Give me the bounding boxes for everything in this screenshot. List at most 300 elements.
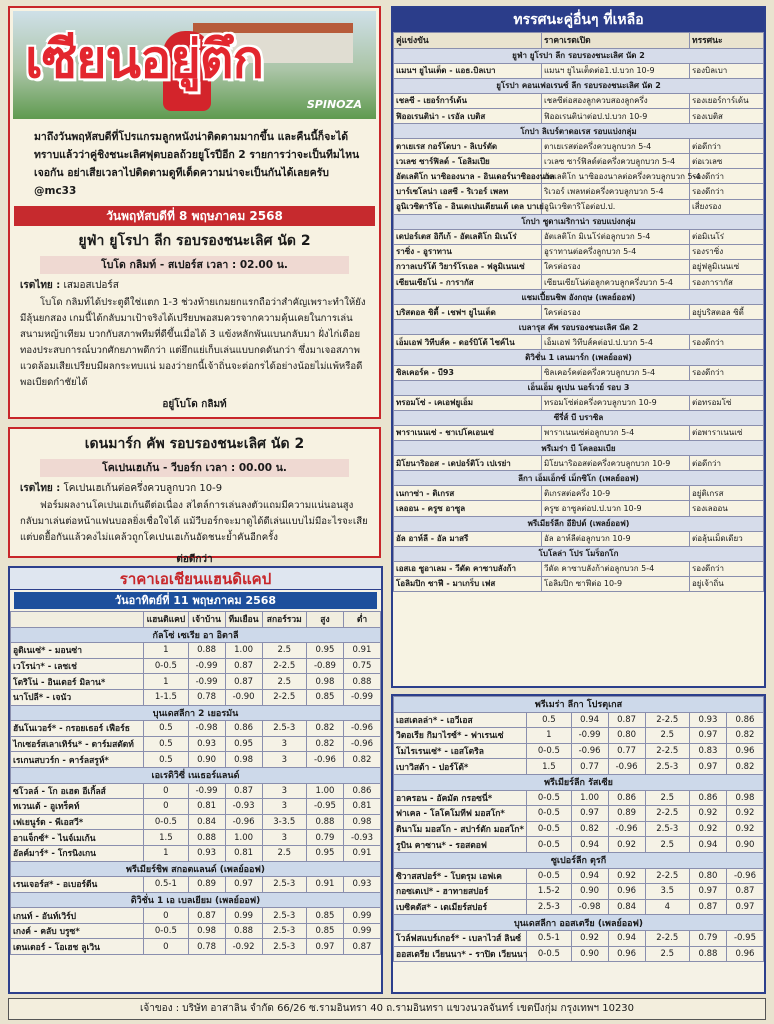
value-cell: รองราซิ่ง [690, 244, 764, 259]
value-cell: 1.00 [306, 783, 343, 799]
value-cell: 0.82 [306, 736, 343, 752]
value-cell: 0.82 [726, 759, 763, 775]
table-row [11, 845, 381, 861]
value-cell: 0.88 [689, 946, 726, 962]
league-row [11, 861, 381, 877]
league-row [394, 516, 764, 531]
value-cell: -0.96 [726, 868, 763, 884]
column-header: ทีมเยือน [225, 612, 262, 628]
value-cell: ต่อดีกว่า [690, 139, 764, 154]
league-name: เอเรดิวิซี่ เนเธอร์แลนด์ [11, 767, 381, 783]
table-row [394, 456, 764, 471]
column-header: คู่แข่งขัน [394, 33, 542, 49]
value-cell: 0.94 [608, 930, 645, 946]
value-cell: ฟิออเรนติน่าต่อป.ป.บวก 10-9 [542, 108, 690, 123]
table-row [394, 899, 764, 915]
value-cell: อัตเลติโก นาซิอองนาลต่อครึ่งควบลูกบวก 5-4 [542, 169, 690, 184]
match-cell: ไกเซอร์สเลาเทิร์น* - ดาร์มสตัดท์ [11, 736, 144, 752]
table-row [394, 868, 764, 884]
value-cell: 0.91 [343, 643, 380, 659]
match-cell: เกนท์ - อันท์เวิร์ป [11, 908, 144, 924]
table-row [11, 877, 381, 893]
league-name: ยูโรปา คอนเฟอเรนซ์ ลีก รอบรองชนะเลิศ นัด 2 [394, 78, 764, 93]
match-cell: เรนเจอร์ส* - อเบอร์ดีน [11, 877, 144, 893]
match-cell: ออสเตรีย เวียนนา* - ราปิด เวียนนา [394, 946, 527, 962]
league-name: บุนเดสลีกา 2 เยอรมัน [11, 705, 381, 721]
value-cell: -0.99 [188, 783, 225, 799]
value-cell: เวเลซ ซาร์ฟิลด์ต่อครึ่งควบลูกบวก 5-4 [542, 154, 690, 169]
value-cell: 2.5-3 [262, 721, 306, 737]
value-cell: 0.79 [689, 930, 726, 946]
value-cell: 0.78 [188, 689, 225, 705]
value-cell: 0.5 [144, 721, 188, 737]
value-cell: ใครต่อรอง [542, 259, 690, 274]
table-row [394, 63, 764, 78]
match-cell: อัล อาห์ลี - อัล มาสรี [394, 531, 542, 546]
value-cell: -0.96 [608, 759, 645, 775]
value-cell: 0.80 [689, 868, 726, 884]
league-name: ลีกา เอ็มเอ็กซ์ เม็กซิโก (เพลย์ออฟ) [394, 471, 764, 486]
league-row [11, 892, 381, 908]
match-cell: เฟเยนูร์ด - พีเอสวี* [11, 814, 144, 830]
value-cell: -0.89 [306, 658, 343, 674]
pairs-title: ทรรศนะคู่อื่นๆ ที่เหลือ [393, 8, 764, 32]
value-cell: 3 [262, 736, 306, 752]
handicap-title: ราคาเอเชียนแฮนดิแคป [10, 568, 381, 590]
value-cell: 0.86 [689, 790, 726, 806]
value-cell: 0.87 [608, 712, 645, 728]
match-cell: ตาเยเรส กอร์โดบา - ลิเบร์ตัด [394, 139, 542, 154]
value-cell: -0.98 [571, 899, 608, 915]
value-cell: -0.92 [225, 939, 262, 955]
value-cell: 0.82 [571, 821, 608, 837]
table-row [394, 712, 764, 728]
match-cell: เกงค์ - คลับ บรูซ* [11, 923, 144, 939]
match-cell: อัลค์มาร์* - โกรนิงเกน [11, 845, 144, 861]
value-cell: 1.00 [225, 830, 262, 846]
value-cell: 2-2.5 [262, 658, 306, 674]
value-cell: 0.98 [343, 814, 380, 830]
league-row [394, 471, 764, 486]
league-row [394, 78, 764, 93]
footer: เจ้าของ : บริษัท อาสาลิน จำกัด 66/26 ซ.รามอินทรา 40 ถ.รามอินทรา แขวงนวลจันทร์ เขตบึงกุ่ม กรุงเทพฯ 10230 [8, 998, 766, 1020]
value-cell: 2.5-3 [262, 908, 306, 924]
value-cell: 0.81 [343, 799, 380, 815]
value-cell: 0.98 [188, 923, 225, 939]
value-cell: 0.90 [726, 837, 763, 853]
value-cell: รองดีกว่า [690, 184, 764, 199]
league-name: พรีเมียร์ลีก รัสเซีย [394, 774, 764, 790]
value-cell: 0.88 [343, 674, 380, 690]
match-cell: บาร์เซโลน่า เอสซี - ริเวอร์ เพลท [394, 184, 542, 199]
table-row [394, 425, 764, 440]
value-cell: -0.90 [225, 689, 262, 705]
verdict: อยู่โบโด กลิมท์ [162, 399, 227, 410]
value-cell: 2.5 [262, 643, 306, 659]
value-cell: 0.88 [225, 923, 262, 939]
value-cell: 0.5-1 [527, 930, 571, 946]
value-cell: 0.94 [571, 837, 608, 853]
match-cell: อูนิเวซิตาริโอ - อินเดเปนเดียนเต้ เดล บาเย่ [394, 199, 542, 214]
value-cell: 0.5 [144, 752, 188, 768]
league-row [394, 915, 764, 931]
value-cell: 0.96 [726, 743, 763, 759]
value-cell: 0.84 [608, 899, 645, 915]
value-cell: ต่อพาราเนนเซ่ [690, 425, 764, 440]
match-cell: เชลซี - เยอร์การ์เด้น [394, 93, 542, 108]
table-row [394, 884, 764, 900]
value-cell: 2.5 [645, 790, 689, 806]
value-cell: 0.84 [188, 814, 225, 830]
value-cell: -0.99 [343, 689, 380, 705]
value-cell: 0.81 [188, 799, 225, 815]
table-row [394, 244, 764, 259]
table-row [11, 939, 381, 955]
column-header: แฮนดิแคป [144, 612, 188, 628]
value-cell: 0 [144, 783, 188, 799]
value-cell: ต่อมิเนโร่ [690, 229, 764, 244]
value-cell: 2.5-3 [645, 821, 689, 837]
league-row [394, 290, 764, 305]
match-cell: เวเลซ ซาร์ฟิลด์ - โอลิมเปีย [394, 154, 542, 169]
value-cell: 2.5-3 [527, 899, 571, 915]
value-cell: 0.93 [343, 877, 380, 893]
value-cell: 2-2.5 [645, 712, 689, 728]
table-row [394, 93, 764, 108]
table-row [11, 658, 381, 674]
table-row [394, 335, 764, 350]
value-cell: อูนิเวซิตาริโอต่อป.ป. [542, 199, 690, 214]
value-cell: -0.96 [225, 814, 262, 830]
value-cell: -0.96 [306, 752, 343, 768]
match-cell: บริสตอล ซิตี้ - เชฟฯ ยูไนเต็ด [394, 305, 542, 320]
value-cell: 0.80 [608, 728, 645, 744]
table-row [394, 169, 764, 184]
league-row [11, 705, 381, 721]
value-cell: อัล อาห์ลีต่อลูกบวก 10-9 [542, 531, 690, 546]
value-cell: 0-0.5 [527, 790, 571, 806]
value-cell: เสี่ยงรอง [690, 199, 764, 214]
value-cell: อูราทานต่อครึ่งลูกบวก 5-4 [542, 244, 690, 259]
hero-date: วันพฤหัสบดีที่ 8 พฤษภาคม 2568 [14, 206, 375, 226]
handicap-table-2 [393, 696, 764, 962]
value-cell: ต่อลุ้นเม็ดเดียว [690, 531, 764, 546]
value-cell: 0.81 [225, 845, 262, 861]
league-name: เอ็นเอ็ม คูเปน นอร์เวย์ รอบ 3 [394, 380, 764, 395]
value-cell: 3 [262, 799, 306, 815]
match-cell: นาโปลี* - เจนัว [11, 689, 144, 705]
league-name: แชมเปี้ยนชิพ อังกฤษ (เพลย์ออฟ) [394, 290, 764, 305]
value-cell: 3-3.5 [262, 814, 306, 830]
table-row [394, 108, 764, 123]
analysis-text: ฟอร์มผลงานโคเปนเฮเก้นดีต่อเนื่อง สไตล์การเล่นลงตัวแถมมีความแน่นอนสูง กลับมาเล่นต่อหน้าแฟนบอลยิ่งเชื่อใจได้ แม้วีบอร์กจะมาดูได้ดีเล่นแบบไม่มีอะไรจะเสีย แต่บดยื้อกันแล้วคงไม่แคล้วถูกโคเปนเฮเก้นอัดชนะย้ำคันอีกครั้ง [20, 500, 368, 543]
value-cell: 1.5 [144, 830, 188, 846]
value-cell: -0.99 [571, 728, 608, 744]
table-row [11, 783, 381, 799]
league-row [394, 410, 764, 425]
match-cell: กวาลเบร์โต้ วิยาร์โรเอล - ฟลูมิเนนเซ่ [394, 259, 542, 274]
match-time: โบโด กลิมท์ - สเปอร์ส เวลา : 02.00 น. [40, 256, 349, 274]
value-cell: 0.99 [343, 908, 380, 924]
league-name: ซูเปอร์ลีก ตุรกี [394, 852, 764, 868]
league-row [394, 441, 764, 456]
match-cell: เบาวิสต้า - ปอร์โต้* [394, 759, 527, 775]
value-cell: รองเบติส [690, 108, 764, 123]
value-cell: 0.87 [726, 884, 763, 900]
value-cell: 0.94 [571, 868, 608, 884]
value-cell: ทรอมโซ่ต่อครึ่งควบลูกบวก 10-9 [542, 395, 690, 410]
value-cell: 0.87 [225, 658, 262, 674]
league-row [394, 320, 764, 335]
league-row [394, 214, 764, 229]
value-cell: 0.90 [188, 752, 225, 768]
value-cell: -0.99 [188, 658, 225, 674]
handicap-table [10, 611, 381, 955]
table-row [394, 821, 764, 837]
value-cell: 0.5-1 [144, 877, 188, 893]
value-cell: 0-0.5 [527, 821, 571, 837]
table-row [394, 501, 764, 516]
value-cell: 0.85 [306, 689, 343, 705]
match-cell: ซโวลล์ - โก อเฮด อีเกิ้ลส์ [11, 783, 144, 799]
value-cell: 0.89 [188, 877, 225, 893]
hero-intro: มาถึงวันพฤหัสบดีที่โปรแกรมลูกหนังน่าติดตามมากขึ้น และคืนนี้ก็จะได้ทราบแล้วว่าคู่ชิงชนะเลิศฟุตบอลถ้วยยูโรปีอีก 2 รายการว่าจะเป็นทีมไหนเจอกัน อย่าเสียเวลาไปติดตามดูทีเด็ดความน่าจะเป็นกันได้เลยครับ @mc33 [34, 131, 360, 197]
league-row [11, 627, 381, 643]
value-cell: 2.5 [645, 946, 689, 962]
value-cell: 0.95 [306, 643, 343, 659]
match-cell: เดนเดอร์ - โอเฮช ลูเวิน [11, 939, 144, 955]
match-cell: กอซเตเป* - ฮาทายสปอร์ [394, 884, 527, 900]
table-row [11, 721, 381, 737]
value-cell: อยู่ฟลูมิเนนเซ่ [690, 259, 764, 274]
value-cell: 2.5 [262, 845, 306, 861]
value-cell: 0 [144, 939, 188, 955]
value-cell: 0.87 [343, 939, 380, 955]
value-cell: 0.5 [144, 736, 188, 752]
value-cell: 0.93 [188, 845, 225, 861]
table-row [11, 689, 381, 705]
value-cell: 0.97 [689, 759, 726, 775]
match-cell: เอ็มเอฟ วิทีบส์ค - ดอร์บิโต้ ไชค์ไน [394, 335, 542, 350]
column-header [11, 612, 144, 628]
match-cell: แมนฯ ยูไนเต็ด - แอธ.บิลเบา [394, 63, 542, 78]
value-cell: 0.87 [225, 674, 262, 690]
value-cell: 0.87 [188, 908, 225, 924]
value-cell: 0.82 [306, 721, 343, 737]
value-cell: 2.5-3 [262, 939, 306, 955]
value-cell: -0.93 [343, 830, 380, 846]
table-row [11, 814, 381, 830]
value-cell: 1-1.5 [144, 689, 188, 705]
column-header: ราคาเรตเปิด [542, 33, 690, 49]
league-row [394, 380, 764, 395]
match-cell: ฮันโนเวอร์* - กรอยเธอร์ เฟือร์ธ [11, 721, 144, 737]
value-cell: 0-0.5 [144, 814, 188, 830]
league-row [394, 546, 764, 561]
value-cell: 0.92 [726, 806, 763, 822]
match-cell: เลออน - ครูซ อาซูล [394, 501, 542, 516]
league-name: พรีเมร่า ลีกา โปรตุเกส [394, 697, 764, 713]
column-header: สูง [306, 612, 343, 628]
match-cell: เรเกนสบวร์ก - คาร์ลสรูห์* [11, 752, 144, 768]
value-cell: 0.88 [188, 643, 225, 659]
match-cell: ดินาโม มอสโก - สปาร์ตัก มอสโก* [394, 821, 527, 837]
value-cell: 0-0.5 [527, 868, 571, 884]
league-row [394, 774, 764, 790]
table-row [11, 923, 381, 939]
value-cell: 0.77 [608, 743, 645, 759]
match-cell: มิโยนาริออส - เดปอร์ติโว เปเรย่า [394, 456, 542, 471]
match-cell: รูบิน คาซาน* - รอสตอฟ [394, 837, 527, 853]
table-row [394, 275, 764, 290]
match-cell: วิตอเรีย กิมาไรซ์* - ฟาเรนเซ่ [394, 728, 527, 744]
value-cell: 0.98 [225, 752, 262, 768]
league-name: พรีเมียร์ชิพ สกอตแลนด์ (เพลย์ออฟ) [11, 861, 381, 877]
table-row [11, 752, 381, 768]
table-row [11, 830, 381, 846]
value-cell: 1.00 [225, 643, 262, 659]
table-header [394, 33, 764, 49]
value-cell: -0.96 [571, 743, 608, 759]
handicap-date: วันอาทิตย์ที่ 11 พฤษภาคม 2568 [14, 592, 377, 609]
value-cell: แมนฯ ยูไนเต็ดต่อ1.ป.บวก 10-9 [542, 63, 690, 78]
value-cell: 0.95 [306, 845, 343, 861]
match-cell: เดปอร์เตส อิกีเก้ - อัตเลติโก มิเนโร่ [394, 229, 542, 244]
table-row [394, 743, 764, 759]
value-cell: 0.86 [726, 712, 763, 728]
table-row [394, 305, 764, 320]
value-cell: 0 [144, 799, 188, 815]
match-cell: ซิวาสสปอร์* - โบดรุม เอฟเค [394, 868, 527, 884]
value-cell: 0-0.5 [527, 806, 571, 822]
value-cell: -0.96 [608, 821, 645, 837]
value-cell: ต่อเวเลซ [690, 154, 764, 169]
value-cell: 0.78 [188, 939, 225, 955]
value-cell: 0.97 [306, 939, 343, 955]
match-cell: ทเวนเต้ - อูเทร็คท์ [11, 799, 144, 815]
value-cell: 0.90 [571, 946, 608, 962]
value-cell: วีดัด คาซาบลังก้าต่อลูกบวก 5-4 [542, 561, 690, 576]
match-cell: เบซิคตัส* - เตเมียร์สปอร์ [394, 899, 527, 915]
table-row [394, 790, 764, 806]
tip-label: เรตไทย : [20, 280, 61, 291]
table-row [394, 365, 764, 380]
match-cell: ทรอมโซ่ - เคเอฟยูเอ็ม [394, 395, 542, 410]
league-name: โกปา ลิเบร์ตาดอเรส รอบแบ่งกลุ่ม [394, 124, 764, 139]
value-cell: รองบิลเบา [690, 63, 764, 78]
match-cell: โมไรเรนเซ่* - เอสโตริล [394, 743, 527, 759]
table-row [394, 930, 764, 946]
table-row [394, 576, 764, 591]
column-header: เจ้าบ้าน [188, 612, 225, 628]
value-cell: 0.90 [571, 884, 608, 900]
value-cell: 3.5 [645, 884, 689, 900]
value-cell: 0.92 [689, 821, 726, 837]
table-row [394, 561, 764, 576]
value-cell: รองเยอร์การ์เด้น [690, 93, 764, 108]
league-row [394, 697, 764, 713]
value-cell: 0.82 [726, 728, 763, 744]
value-cell: 0.86 [343, 783, 380, 799]
table-row [11, 674, 381, 690]
value-cell: รองดีกว่า [690, 365, 764, 380]
match-cell: อาครอน - อัคมัต กรอซนี่* [394, 790, 527, 806]
value-cell: 0.94 [571, 712, 608, 728]
value-cell: 0.98 [306, 674, 343, 690]
hero-credit: SPINOZA [306, 98, 362, 111]
value-cell: พาราเนนเซ่ต่อลูกบวก 5-4 [542, 425, 690, 440]
value-cell: -0.99 [188, 674, 225, 690]
match-time: โคเปนเฮเก้น - วีบอร์ก เวลา : 00.00 น. [40, 459, 349, 477]
value-cell: 3 [262, 783, 306, 799]
table-row [394, 229, 764, 244]
value-cell: 1.5-2 [527, 884, 571, 900]
value-cell: ติเกรสต่อครึ่ง 10-9 [542, 486, 690, 501]
value-cell: 0.87 [689, 899, 726, 915]
league-row [11, 767, 381, 783]
table-row [394, 759, 764, 775]
table-row [394, 486, 764, 501]
value-cell: 0.97 [726, 899, 763, 915]
value-cell: ต่อทรอมโซ่ [690, 395, 764, 410]
value-cell: ต่อดีกว่า [690, 456, 764, 471]
hero-panel [8, 6, 381, 419]
value-cell: -0.96 [343, 736, 380, 752]
match-cell: ฟาเคล - โลโคโมทีฟ มอสโก* [394, 806, 527, 822]
value-cell: 2-2.5 [645, 806, 689, 822]
value-cell: 3 [262, 830, 306, 846]
value-cell: ครูซ อาซูลต่อป.ป.บวก 10-9 [542, 501, 690, 516]
value-cell: อัตเลติโก มิเนโร่ต่อลูกบวก 5-4 [542, 229, 690, 244]
value-cell: 0.93 [188, 736, 225, 752]
league-name: บุนเดสลีกา ออสเตรีย (เพลย์ออฟ) [394, 915, 764, 931]
value-cell: 0.92 [571, 930, 608, 946]
value-cell: รองการากัส [690, 275, 764, 290]
table-row [11, 643, 381, 659]
value-cell: 0.87 [225, 783, 262, 799]
match-cell: อาแจ็กซ์* - ไนจ์เมเก้น [11, 830, 144, 846]
value-cell: 0.85 [306, 908, 343, 924]
value-cell: 1.5 [527, 759, 571, 775]
table-row [11, 799, 381, 815]
match-cell: อูดิเนเซ่* - มอนซ่า [11, 643, 144, 659]
value-cell: 2-2.5 [262, 689, 306, 705]
league-name: พรีเมร่า บี โคลอมเบีย [394, 441, 764, 456]
value-cell: 0.86 [225, 721, 262, 737]
value-cell: 3 [262, 752, 306, 768]
match-cell: ฟิออเรนติน่า - เรอัล เบติส [394, 108, 542, 123]
value-cell: 0.86 [608, 790, 645, 806]
value-cell: โอลิมปิก ซาฟีต่อ 10-9 [542, 576, 690, 591]
tip-line [10, 274, 379, 293]
match-title: เดนมาร์ก คัพ รอบรองชนะเลิศ นัด 2 [84, 436, 305, 452]
handicap-panel [8, 566, 383, 994]
value-cell: 0.79 [306, 830, 343, 846]
match-cell: เวโรน่า* - เลชเช่ [11, 658, 144, 674]
league-row [394, 350, 764, 365]
match-cell: ซิลเคอร์ค - บี93 [394, 365, 542, 380]
value-cell: 2-2.5 [645, 930, 689, 946]
value-cell: -0.95 [306, 799, 343, 815]
value-cell: เซียนเซียโน่ต่อลูกควบลูกครึ่งบวก 5-4 [542, 275, 690, 290]
table-row [394, 946, 764, 962]
value-cell: มิโยนาริออสต่อครึ่งควบลูกบวก 10-9 [542, 456, 690, 471]
match-cell: โอลิมปิก ซาฟี - มาเกร็บ เฟส [394, 576, 542, 591]
table-row [394, 139, 764, 154]
value-cell: 0.88 [306, 814, 343, 830]
match-cell: โวล์ฟสแบร์เกอร์* - เบลาไวส์ ลินซ์ [394, 930, 527, 946]
value-cell: เชลซีต่อสองลูกควบสองลูกครึ่ง [542, 93, 690, 108]
